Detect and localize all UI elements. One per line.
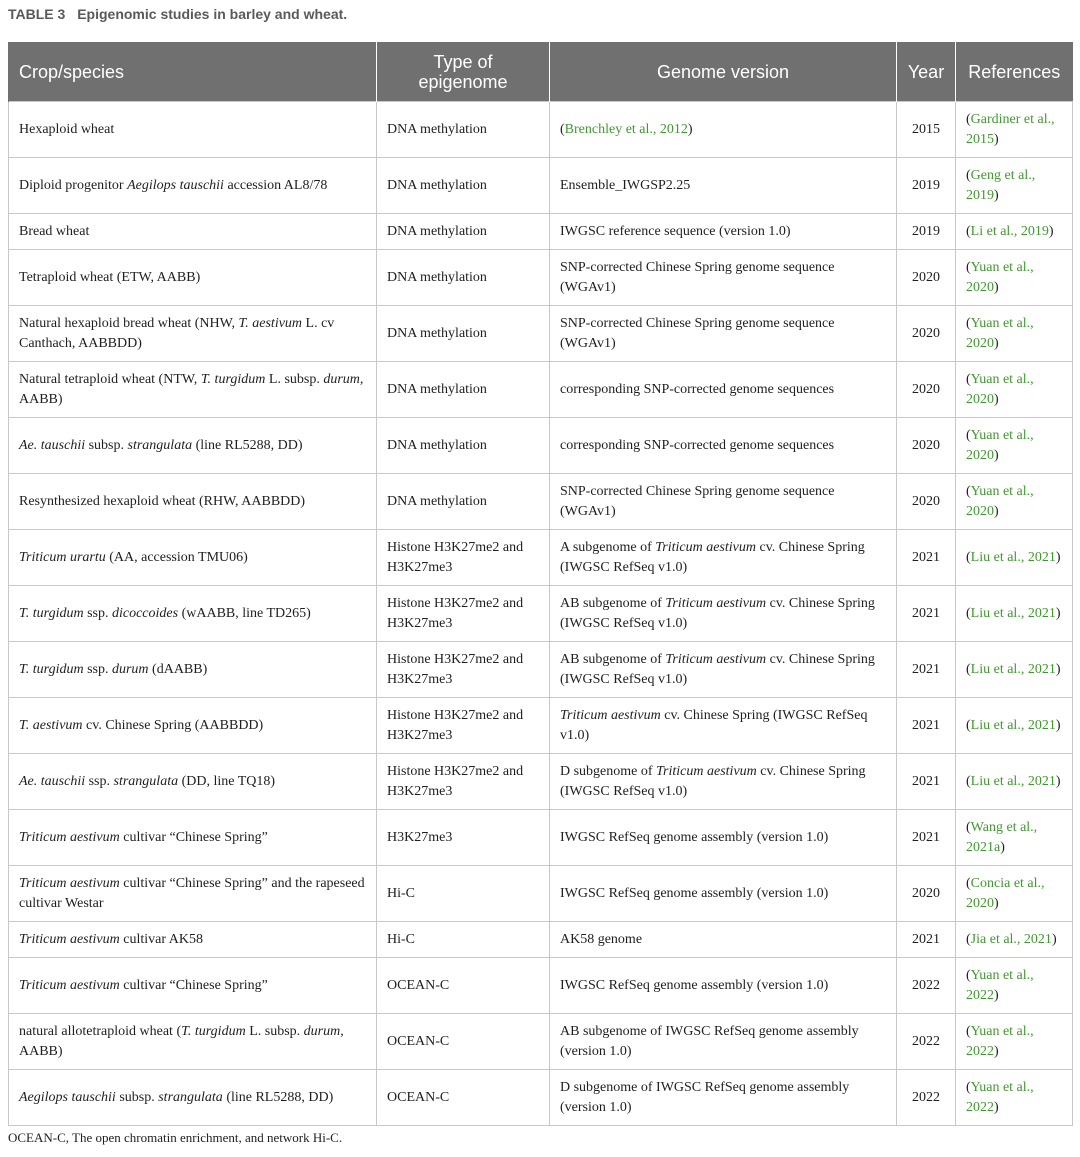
reference-paren-close: ) bbox=[994, 131, 999, 147]
cell-text-segment: (AA, accession TMU06) bbox=[105, 549, 248, 565]
table-row bbox=[9, 214, 1073, 250]
cell-genome-version bbox=[550, 1070, 897, 1126]
reference-paren-open: ( bbox=[966, 967, 971, 983]
cell-reference bbox=[956, 698, 1073, 754]
cell-epigenome-type: DNA methylation bbox=[377, 418, 550, 474]
cell-text-segment: (line RL5288, DD) bbox=[222, 1089, 334, 1105]
reference-link[interactable]: Liu et al., 2021 bbox=[970, 717, 1056, 733]
table-row bbox=[9, 958, 1073, 1014]
reference-paren-open: ( bbox=[966, 717, 971, 733]
cell-text-segment: Triticum aestivum bbox=[19, 875, 120, 891]
table-row bbox=[9, 102, 1073, 158]
cell-species bbox=[9, 698, 377, 754]
table-row bbox=[9, 642, 1073, 698]
cell-text-segment: (wAABB, line TD265) bbox=[178, 605, 311, 621]
cell-epigenome-type: OCEAN-C bbox=[377, 958, 550, 1014]
cell-epigenome-type: OCEAN-C bbox=[377, 1070, 550, 1126]
reference-paren-close: ) bbox=[1055, 605, 1061, 621]
cell-genome-version bbox=[550, 958, 897, 1014]
reference-paren-close: ) bbox=[994, 279, 999, 295]
reference-paren-close: ) bbox=[1000, 839, 1005, 855]
cell-text-segment: durum bbox=[323, 371, 360, 387]
cell-genome-version bbox=[550, 474, 897, 530]
cell-text-segment: , AABB) bbox=[19, 1023, 344, 1059]
cell-text-segment: Ae. tauschii bbox=[19, 773, 86, 789]
cell-year: 2022 bbox=[897, 1014, 956, 1070]
cell-text-segment: Ae. tauschii bbox=[19, 437, 86, 453]
cell-year: 2021 bbox=[897, 810, 956, 866]
cell-reference bbox=[956, 306, 1073, 362]
cell-text-segment: SNP-corrected Chinese Spring genome sequence (WGAv1) bbox=[560, 315, 835, 351]
reference-link[interactable]: Liu et al., 2021 bbox=[970, 773, 1056, 789]
reference-link[interactable]: Yuan et al., 2020 bbox=[966, 315, 1034, 351]
cell-text-segment: ssp. bbox=[83, 605, 112, 621]
table-row bbox=[9, 306, 1073, 362]
cell-reference bbox=[956, 362, 1073, 418]
column-header-type: Type of epigenome bbox=[377, 42, 550, 102]
cell-text-segment: T. turgidum bbox=[181, 1023, 246, 1039]
cell-text-segment: accession AL8/78 bbox=[223, 177, 328, 193]
cell-text-segment: cultivar “Chinese Spring” bbox=[119, 829, 268, 845]
cell-text-segment: L. cv Canthach, AABBDD) bbox=[19, 315, 335, 351]
reference-link[interactable]: Liu et al., 2021 bbox=[970, 661, 1056, 677]
cell-epigenome-type: Hi-C bbox=[377, 922, 550, 958]
reference-paren-open: ( bbox=[966, 259, 971, 275]
cell-epigenome-type: OCEAN-C bbox=[377, 1014, 550, 1070]
cell-text-segment: Natural tetraploid wheat (NTW, bbox=[19, 371, 201, 387]
cell-genome-version bbox=[550, 362, 897, 418]
cell-reference bbox=[956, 958, 1073, 1014]
cell-year: 2021 bbox=[897, 586, 956, 642]
reference-paren-open: ( bbox=[966, 549, 971, 565]
reference-paren-close: ) bbox=[1055, 549, 1061, 565]
reference-link[interactable]: Yuan et al., 2020 bbox=[966, 427, 1034, 463]
cell-genome-version bbox=[550, 250, 897, 306]
reference-paren-open: ( bbox=[966, 875, 971, 891]
table-header-row bbox=[9, 42, 1073, 102]
table-row bbox=[9, 754, 1073, 810]
cell-text-segment: strangulata bbox=[158, 1089, 223, 1105]
cell-year: 2021 bbox=[897, 530, 956, 586]
reference-paren-open: ( bbox=[966, 167, 971, 183]
cell-text-segment: Ensemble_IWGSP2.25 bbox=[560, 177, 691, 193]
cell-text-segment: ( bbox=[560, 121, 565, 137]
reference-paren-close: ) bbox=[994, 391, 999, 407]
cell-text-segment: subsp. bbox=[85, 437, 128, 453]
cell-species bbox=[9, 810, 377, 866]
cell-text-segment: cv. Chinese Spring (IWGSC RefSeq v1.0) bbox=[560, 707, 868, 743]
cell-epigenome-type: Histone H3K27me2 and H3K27me3 bbox=[377, 586, 550, 642]
cell-text-segment: Triticum aestivum bbox=[656, 763, 757, 779]
cell-species bbox=[9, 754, 377, 810]
reference-paren-open: ( bbox=[966, 315, 971, 331]
cell-epigenome-type: H3K27me3 bbox=[377, 810, 550, 866]
cell-text-segment: Natural hexaploid bread wheat (NHW, bbox=[19, 315, 239, 331]
cell-year: 2022 bbox=[897, 1070, 956, 1126]
cell-epigenome-type: DNA methylation bbox=[377, 474, 550, 530]
cell-genome-version bbox=[550, 698, 897, 754]
cell-genome-version bbox=[550, 530, 897, 586]
cell-genome-version bbox=[550, 642, 897, 698]
cell-text-segment: T. turgidum bbox=[19, 661, 84, 677]
cell-text-segment: Bread wheat bbox=[19, 223, 90, 239]
table-row bbox=[9, 250, 1073, 306]
cell-species bbox=[9, 418, 377, 474]
cell-species bbox=[9, 214, 377, 250]
cell-text-segment: A subgenome of bbox=[560, 539, 656, 555]
table-row bbox=[9, 810, 1073, 866]
reference-paren-close: ) bbox=[1055, 717, 1061, 733]
cell-year: 2020 bbox=[897, 306, 956, 362]
cell-genome-version bbox=[550, 158, 897, 214]
cell-text-segment: ssp. bbox=[83, 661, 112, 677]
cell-genome-version bbox=[550, 754, 897, 810]
reference-link[interactable]: Yuan et al., 2020 bbox=[966, 259, 1034, 295]
cell-text-segment: Resynthesized hexaploid wheat (RHW, AABBDD) bbox=[19, 493, 306, 509]
table-footnote: OCEAN-C, The open chromatin enrichment, and network Hi-C. bbox=[8, 1130, 343, 1145]
reference-link[interactable]: Geng et al., 2019 bbox=[966, 167, 1036, 203]
cell-species bbox=[9, 250, 377, 306]
cell-text-segment: AB subgenome of bbox=[560, 595, 666, 611]
reference-link[interactable]: Wang et al., 2021a bbox=[966, 819, 1038, 855]
cell-text-segment: T. turgidum bbox=[19, 605, 84, 621]
column-header-references: References bbox=[956, 42, 1073, 102]
reference-paren-close: ) bbox=[994, 1043, 999, 1059]
cell-species bbox=[9, 1070, 377, 1126]
cell-reference bbox=[956, 922, 1073, 958]
cell-text-segment: IWGSC RefSeq genome assembly (version 1.0) bbox=[560, 885, 829, 901]
column-header-species: Crop/species bbox=[9, 42, 377, 102]
cell-reference bbox=[956, 810, 1073, 866]
cell-text-segment: cv. Chinese Spring (AABBDD) bbox=[82, 717, 264, 733]
cell-text-segment: IWGSC reference sequence (version 1.0) bbox=[560, 223, 791, 239]
cell-text-segment: durum bbox=[111, 661, 149, 677]
cell-text-segment: cv. Chinese Spring (IWGSC RefSeq v1.0) bbox=[560, 763, 866, 799]
cell-text-segment: natural allotetraploid wheat ( bbox=[19, 1023, 182, 1039]
table-row bbox=[9, 1070, 1073, 1126]
cell-text-segment: ) bbox=[687, 121, 693, 137]
reference-paren-open: ( bbox=[966, 773, 971, 789]
cell-genome-version bbox=[550, 306, 897, 362]
cell-text-segment: dicoccoides bbox=[111, 605, 179, 621]
table-number: TABLE 3 bbox=[8, 6, 66, 22]
cell-year: 2019 bbox=[897, 158, 956, 214]
cell-reference bbox=[956, 754, 1073, 810]
table-row bbox=[9, 530, 1073, 586]
reference-link[interactable]: Brenchley et al., 2012 bbox=[564, 121, 688, 137]
cell-text-segment: Triticum aestivum bbox=[19, 977, 120, 993]
cell-reference bbox=[956, 1070, 1073, 1126]
cell-genome-version bbox=[550, 922, 897, 958]
cell-reference bbox=[956, 642, 1073, 698]
cell-text-segment: Aegilops tauschii bbox=[19, 1089, 116, 1105]
cell-text-segment: D subgenome of IWGSC RefSeq genome assembly (version 1.0) bbox=[560, 1079, 850, 1115]
cell-text-segment: Triticum urartu bbox=[19, 549, 106, 565]
cell-text-segment: Hexaploid wheat bbox=[19, 121, 115, 137]
cell-reference bbox=[956, 158, 1073, 214]
cell-text-segment: , AABB) bbox=[19, 371, 364, 407]
reference-paren-open: ( bbox=[966, 1023, 971, 1039]
cell-text-segment: strangulata bbox=[113, 773, 179, 789]
cell-species bbox=[9, 866, 377, 922]
reference-link[interactable]: Liu et al., 2021 bbox=[970, 549, 1056, 565]
reference-link[interactable]: Yuan et al., 2022 bbox=[966, 967, 1034, 1003]
cell-text-segment: (line RL5288, DD) bbox=[192, 437, 303, 453]
cell-epigenome-type: DNA methylation bbox=[377, 214, 550, 250]
cell-text-segment: (dAABB) bbox=[148, 661, 208, 677]
cell-year: 2020 bbox=[897, 362, 956, 418]
cell-text-segment: Triticum aestivum bbox=[560, 707, 661, 723]
cell-text-segment: AB subgenome of IWGSC RefSeq genome assembly (version 1.0) bbox=[560, 1023, 859, 1059]
reference-link[interactable]: Jia et al., 2021 bbox=[970, 931, 1052, 947]
cell-reference bbox=[956, 418, 1073, 474]
reference-paren-open: ( bbox=[966, 371, 971, 387]
table-body bbox=[9, 102, 1073, 1126]
reference-link[interactable]: Yuan et al., 2022 bbox=[966, 1023, 1034, 1059]
cell-epigenome-type: DNA methylation bbox=[377, 362, 550, 418]
cell-species bbox=[9, 922, 377, 958]
reference-link[interactable]: Gardiner et al., 2015 bbox=[966, 111, 1055, 147]
cell-text-segment: cv. Chinese Spring (IWGSC RefSeq v1.0) bbox=[560, 595, 875, 631]
reference-paren-open: ( bbox=[966, 111, 971, 127]
cell-text-segment: Triticum aestivum bbox=[665, 595, 767, 611]
reference-paren-close: ) bbox=[994, 1099, 999, 1115]
cell-text-segment: Diploid progenitor bbox=[19, 177, 128, 193]
cell-epigenome-type: DNA methylation bbox=[377, 102, 550, 158]
reference-paren-close: ) bbox=[1055, 661, 1061, 677]
cell-text-segment: (DD, line TQ18) bbox=[178, 773, 276, 789]
reference-paren-close: ) bbox=[994, 187, 999, 203]
cell-species bbox=[9, 1014, 377, 1070]
cell-reference bbox=[956, 474, 1073, 530]
cell-text-segment: Triticum aestivum bbox=[19, 829, 120, 845]
reference-paren-close: ) bbox=[1051, 931, 1057, 947]
reference-link[interactable]: Li et al., 2019 bbox=[970, 223, 1049, 239]
cell-text-segment: T. aestivum bbox=[19, 717, 83, 733]
reference-paren-close: ) bbox=[994, 335, 999, 351]
cell-text-segment: subsp. bbox=[115, 1089, 159, 1105]
cell-text-segment: AK58 genome bbox=[560, 931, 643, 947]
table-title: Epigenomic studies in barley and wheat. bbox=[77, 6, 348, 22]
cell-epigenome-type: DNA methylation bbox=[377, 306, 550, 362]
table-row bbox=[9, 866, 1073, 922]
table-row bbox=[9, 474, 1073, 530]
cell-text-segment: cv. Chinese Spring (IWGSC RefSeq v1.0) bbox=[560, 651, 875, 687]
cell-genome-version bbox=[550, 418, 897, 474]
reference-link[interactable]: Concia et al., 2020 bbox=[966, 875, 1045, 911]
reference-link[interactable]: Yuan et al., 2020 bbox=[966, 483, 1034, 519]
reference-paren-close: ) bbox=[994, 503, 999, 519]
reference-paren-close: ) bbox=[1048, 223, 1054, 239]
cell-epigenome-type: Histone H3K27me2 and H3K27me3 bbox=[377, 698, 550, 754]
cell-year: 2022 bbox=[897, 958, 956, 1014]
cell-epigenome-type: Histone H3K27me2 and H3K27me3 bbox=[377, 530, 550, 586]
cell-text-segment: IWGSC RefSeq genome assembly (version 1.0) bbox=[560, 977, 829, 993]
cell-year: 2020 bbox=[897, 866, 956, 922]
cell-text-segment: SNP-corrected Chinese Spring genome sequence (WGAv1) bbox=[560, 483, 835, 519]
cell-text-segment: L. subsp. bbox=[245, 1023, 304, 1039]
cell-genome-version bbox=[550, 214, 897, 250]
cell-epigenome-type: Hi-C bbox=[377, 866, 550, 922]
cell-reference bbox=[956, 214, 1073, 250]
cell-species bbox=[9, 474, 377, 530]
cell-text-segment: L. subsp. bbox=[265, 371, 324, 387]
reference-paren-close: ) bbox=[1055, 773, 1061, 789]
reference-paren-open: ( bbox=[966, 483, 971, 499]
cell-text-segment: T. turgidum bbox=[200, 371, 266, 387]
cell-text-segment: Triticum aestivum bbox=[19, 931, 120, 947]
cell-text-segment: T. aestivum bbox=[238, 315, 303, 331]
column-header-year: Year bbox=[897, 42, 956, 102]
reference-paren-open: ( bbox=[966, 427, 971, 443]
cell-text-segment: cv. Chinese Spring (IWGSC RefSeq v1.0) bbox=[560, 539, 865, 575]
cell-text-segment: SNP-corrected Chinese Spring genome sequence (WGAv1) bbox=[560, 259, 835, 295]
reference-paren-close: ) bbox=[994, 447, 999, 463]
cell-text-segment: Triticum aestivum bbox=[655, 539, 756, 555]
reference-paren-open: ( bbox=[966, 605, 971, 621]
reference-link[interactable]: Yuan et al., 2020 bbox=[966, 371, 1034, 407]
cell-genome-version bbox=[550, 102, 897, 158]
cell-species bbox=[9, 306, 377, 362]
cell-year: 2020 bbox=[897, 418, 956, 474]
cell-species bbox=[9, 362, 377, 418]
cell-genome-version bbox=[550, 1014, 897, 1070]
cell-text-segment: Tetraploid wheat (ETW, AABB) bbox=[19, 269, 201, 285]
cell-text-segment: Aegilops tauschii bbox=[127, 177, 224, 193]
cell-text-segment: Triticum aestivum bbox=[665, 651, 767, 667]
table-row bbox=[9, 698, 1073, 754]
cell-year: 2020 bbox=[897, 250, 956, 306]
cell-text-segment: cultivar AK58 bbox=[119, 931, 203, 947]
cell-text-segment: cultivar “Chinese Spring” and the rapeseed cultivar Westar bbox=[19, 875, 365, 911]
cell-genome-version bbox=[550, 866, 897, 922]
cell-text-segment: corresponding SNP-corrected genome sequences bbox=[560, 437, 835, 453]
cell-epigenome-type: Histone H3K27me2 and H3K27me3 bbox=[377, 754, 550, 810]
table-row bbox=[9, 418, 1073, 474]
cell-species bbox=[9, 158, 377, 214]
cell-text-segment: cultivar “Chinese Spring” bbox=[119, 977, 268, 993]
cell-year: 2021 bbox=[897, 698, 956, 754]
cell-species bbox=[9, 530, 377, 586]
cell-species bbox=[9, 102, 377, 158]
cell-text-segment: corresponding SNP-corrected genome sequences bbox=[560, 381, 835, 397]
cell-text-segment: strangulata bbox=[127, 437, 193, 453]
cell-species bbox=[9, 586, 377, 642]
cell-year: 2020 bbox=[897, 474, 956, 530]
table-row bbox=[9, 922, 1073, 958]
cell-text-segment: IWGSC RefSeq genome assembly (version 1.0) bbox=[560, 829, 829, 845]
table-row bbox=[9, 158, 1073, 214]
cell-epigenome-type: DNA methylation bbox=[377, 158, 550, 214]
table-caption bbox=[8, 6, 347, 22]
cell-species bbox=[9, 642, 377, 698]
cell-genome-version bbox=[550, 810, 897, 866]
cell-year: 2021 bbox=[897, 754, 956, 810]
cell-text-segment: ssp. bbox=[85, 773, 114, 789]
cell-reference bbox=[956, 250, 1073, 306]
cell-epigenome-type: Histone H3K27me2 and H3K27me3 bbox=[377, 642, 550, 698]
reference-paren-open: ( bbox=[966, 661, 971, 677]
reference-paren-open: ( bbox=[966, 1079, 971, 1095]
table-row bbox=[9, 1014, 1073, 1070]
cell-reference bbox=[956, 1014, 1073, 1070]
cell-text-segment: D subgenome of bbox=[560, 763, 657, 779]
cell-year: 2015 bbox=[897, 102, 956, 158]
cell-text-segment: AB subgenome of bbox=[560, 651, 666, 667]
cell-reference bbox=[956, 530, 1073, 586]
table-row bbox=[9, 586, 1073, 642]
cell-year: 2019 bbox=[897, 214, 956, 250]
cell-epigenome-type: DNA methylation bbox=[377, 250, 550, 306]
reference-paren-close: ) bbox=[994, 895, 999, 911]
reference-paren-open: ( bbox=[966, 223, 971, 239]
cell-genome-version bbox=[550, 586, 897, 642]
cell-reference bbox=[956, 102, 1073, 158]
cell-reference bbox=[956, 586, 1073, 642]
reference-link[interactable]: Liu et al., 2021 bbox=[970, 605, 1056, 621]
cell-species bbox=[9, 958, 377, 1014]
table-row bbox=[9, 362, 1073, 418]
column-header-genome: Genome version bbox=[550, 42, 897, 102]
cell-year: 2021 bbox=[897, 642, 956, 698]
cell-reference bbox=[956, 866, 1073, 922]
reference-paren-open: ( bbox=[966, 819, 971, 835]
reference-link[interactable]: Yuan et al., 2022 bbox=[966, 1079, 1034, 1115]
reference-paren-close: ) bbox=[994, 987, 999, 1003]
cell-text-segment: durum bbox=[303, 1023, 341, 1039]
epigenomic-studies-table bbox=[8, 42, 1073, 1126]
reference-paren-open: ( bbox=[966, 931, 971, 947]
cell-year: 2021 bbox=[897, 922, 956, 958]
